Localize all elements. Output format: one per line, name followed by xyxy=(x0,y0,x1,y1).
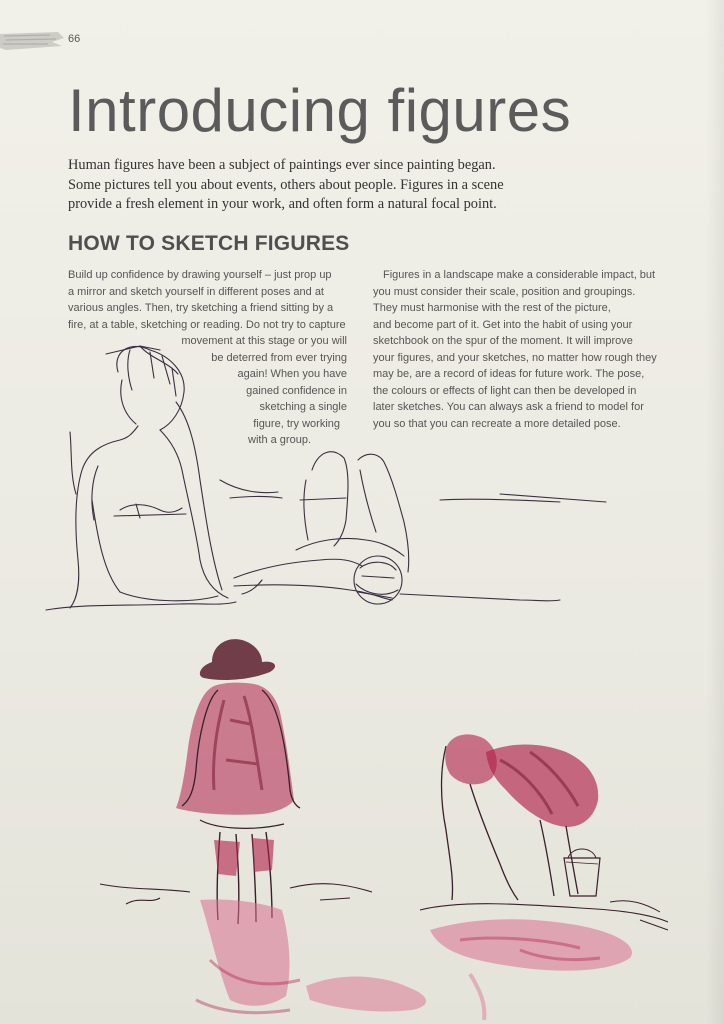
page-number: 66 xyxy=(68,33,81,45)
left-column-line: gained confidence in xyxy=(246,384,347,397)
left-column-line: be deterred from ever trying xyxy=(211,351,347,364)
ink-wash-child-crouching-with-bucket xyxy=(420,734,668,1020)
left-column-line: a mirror and sketch yourself in different poses and at xyxy=(68,285,324,298)
left-column-line: Build up confidence by drawing yourself – just prop up xyxy=(68,269,332,281)
left-column-line: with a group. xyxy=(248,434,311,446)
left-column-line: fire, at a table, sketching or reading. Do not try to capture xyxy=(68,318,346,331)
right-column-line: and become part of it. Get into the habit of using your xyxy=(373,318,633,331)
left-column-line: again! When you have xyxy=(237,368,347,380)
right-column-line: Figures in a landscape make a considerable impact, but xyxy=(383,269,656,281)
right-column-line: the colours or effects of light can then be developed in xyxy=(373,384,637,397)
right-column-line: later sketches. You can always ask a friend to model for xyxy=(373,401,644,413)
page-title: Introducing figures xyxy=(68,77,572,144)
left-column-line: various angles. Then, try sketching a friend sitting by a xyxy=(68,302,334,314)
pen-sketch-reclining-figure xyxy=(230,452,606,604)
right-column-line: your figures, and your sketches, no matter how rough they xyxy=(373,351,657,364)
intro-line: Human figures have been a subject of paintings ever since painting began. xyxy=(68,157,496,173)
right-column-line: They must harmonise with the rest of the picture, xyxy=(373,302,611,314)
left-column-line: figure, try working xyxy=(253,417,340,430)
right-column-line: you must consider their scale, position and groupings. xyxy=(373,285,636,298)
pen-sketch-seated-woman xyxy=(46,346,278,610)
left-column-line: sketching a single xyxy=(259,401,347,413)
right-column-line: may be, are a record of ideas for future work. The pose, xyxy=(373,368,645,380)
right-column-line: sketchbook on the spur of the moment. It will improve xyxy=(373,335,633,347)
section-heading: HOW TO SKETCH FIGURES xyxy=(68,232,350,255)
right-column-line: you so that you can recreate a more detailed pose. xyxy=(373,417,621,430)
intro-line: Some pictures tell you about events, others about people. Figures in a scene xyxy=(68,176,504,193)
left-column-line: movement at this stage or you will xyxy=(181,335,347,347)
ink-wash-child-standing xyxy=(100,639,426,1013)
intro-line: provide a fresh element in your work, and often form a natural focal point. xyxy=(68,196,497,212)
